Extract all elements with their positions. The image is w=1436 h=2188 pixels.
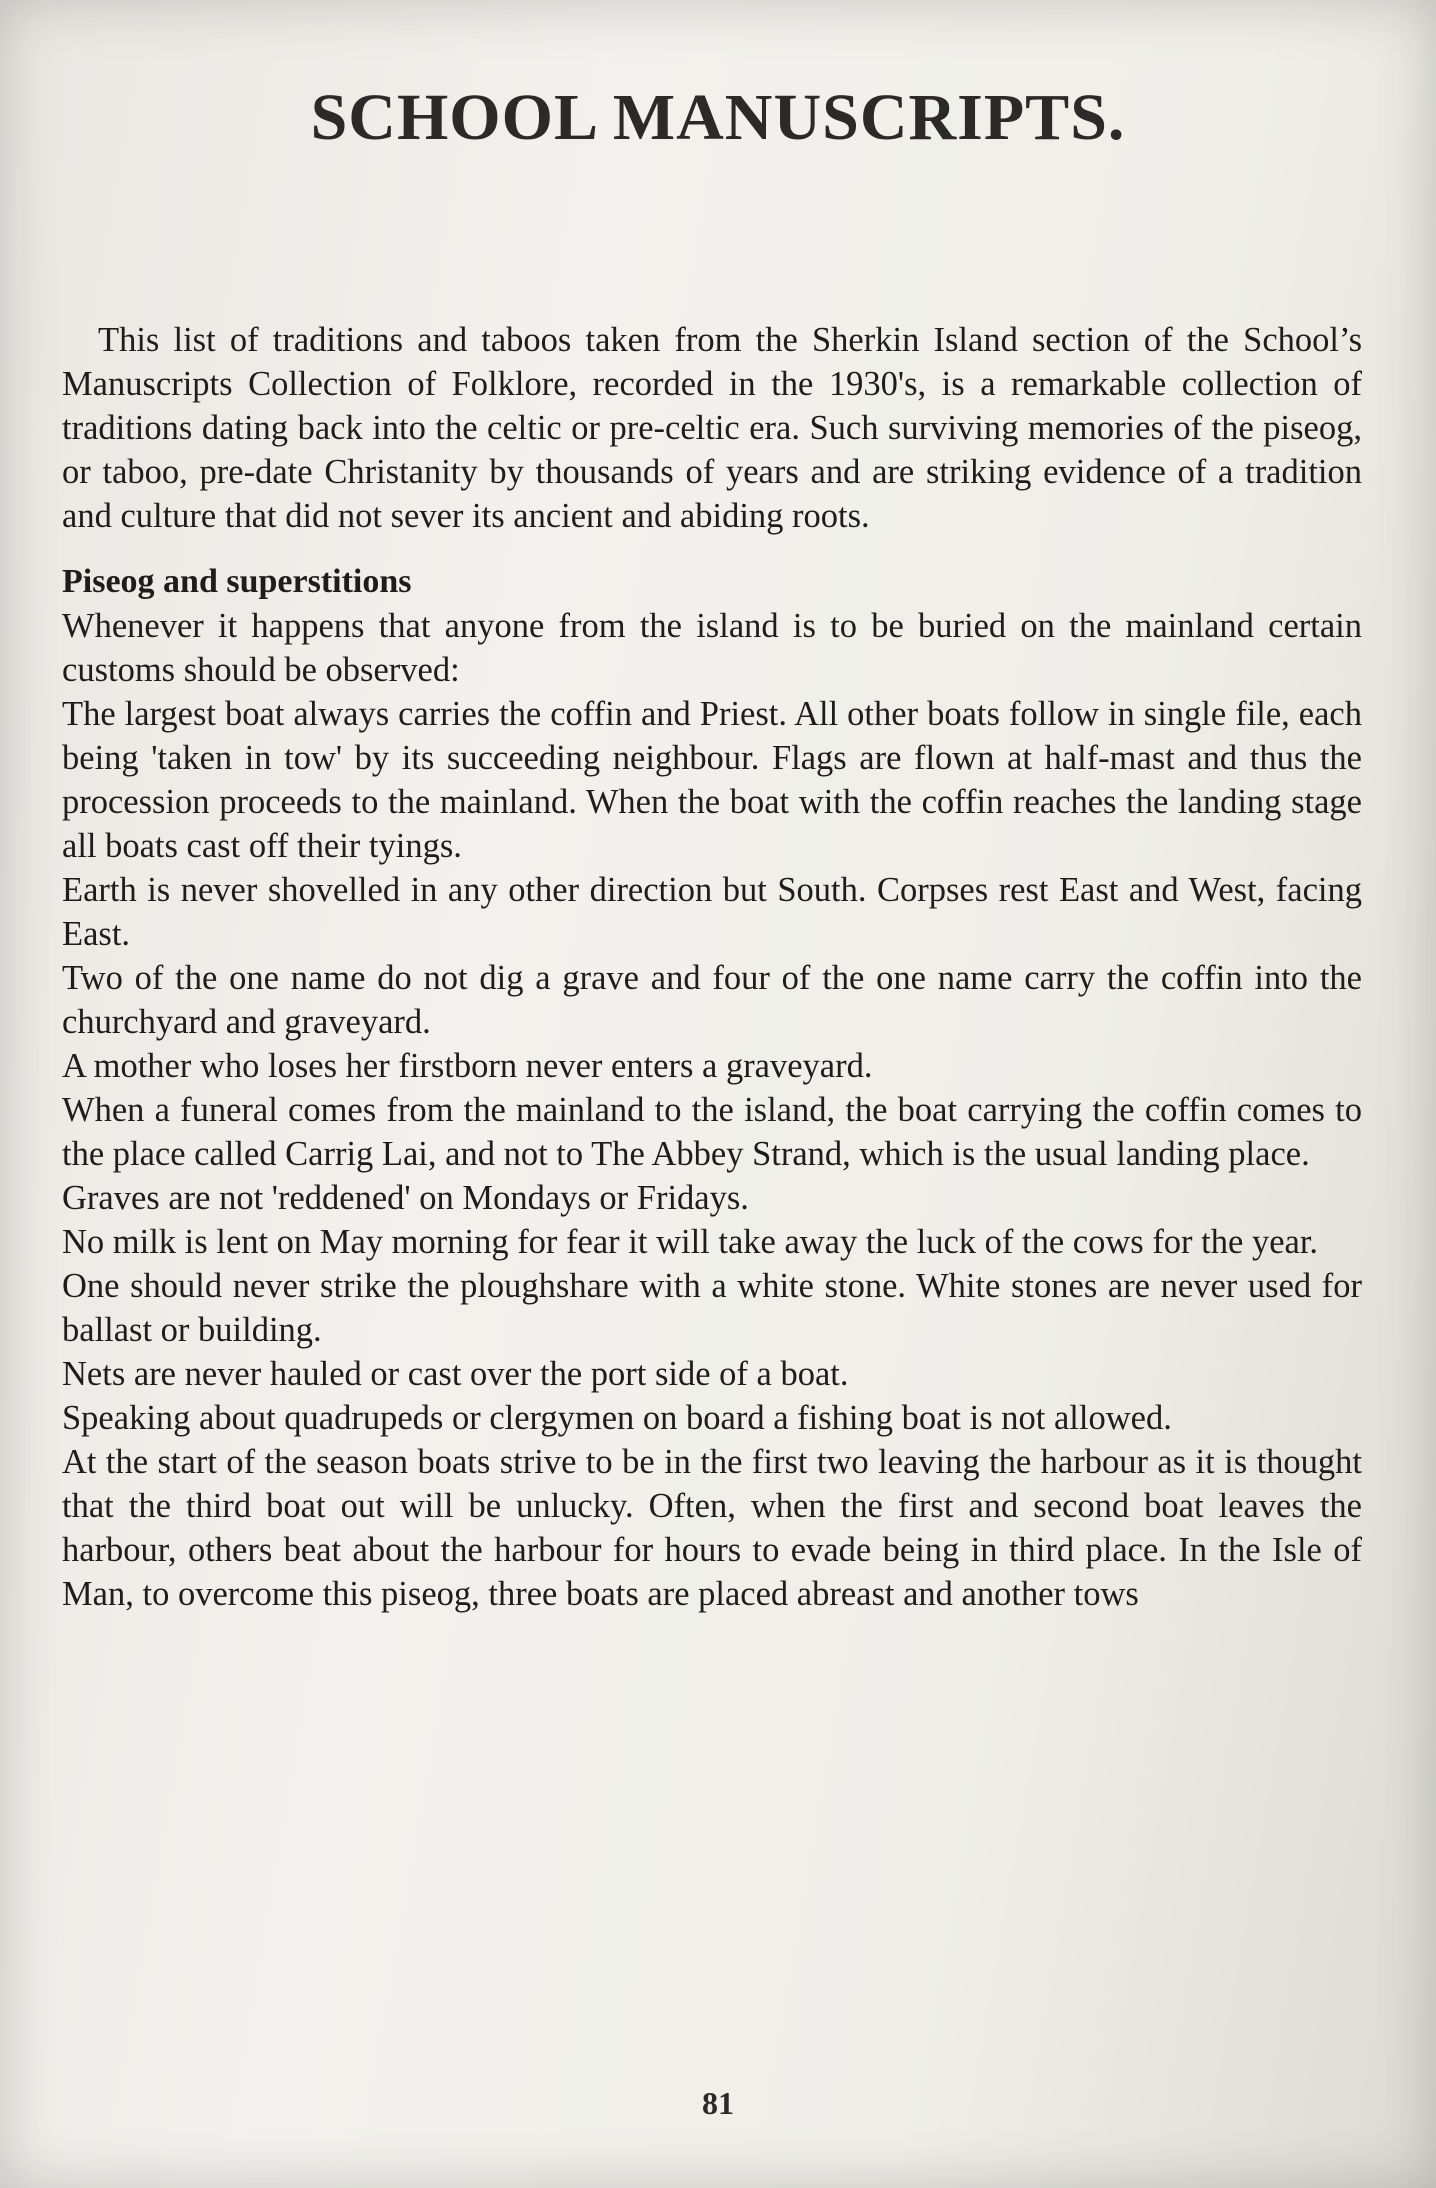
paragraph: Nets are never hauled or cast over the port side of a boat.: [62, 1355, 849, 1393]
paragraph: The largest boat always carries the coffin and Priest. All other boats follow in single file, each being 'taken in tow' by its succeeding neighbour. Flags are flown at half-mast and thus the procession proceeds to the mainland. When the boat with the coffin reaches the landing stage all boats cast off their tyings.: [62, 695, 1362, 865]
paragraph: Earth is never shovelled in any other direction but South. Corpses rest East and West, facing East.: [62, 871, 1362, 953]
page-number: 81: [702, 2085, 734, 2121]
paragraph: One should never strike the ploughshare with a white stone. White stones are never used for ballast or building.: [62, 1267, 1362, 1349]
section-heading: Piseog and superstitions: [62, 563, 412, 600]
page-body: [62, 318, 1362, 1616]
paragraph: Speaking about quadrupeds or clergymen on board a fishing boat is not allowed.: [62, 1399, 1172, 1437]
paragraph: When a funeral comes from the mainland to the island, the boat carrying the coffin comes to the place called Carrig Lai, and not to The Abbey Strand, which is the usual landing place.: [62, 1091, 1362, 1173]
paragraph: No milk is lent on May morning for fear it will take away the luck of the cows for the year.: [62, 1223, 1319, 1261]
paragraph: Two of the one name do not dig a grave and four of the one name carry the coffin into the churchyard and graveyard.: [62, 959, 1362, 1041]
page-title: SCHOOL MANUSCRIPTS.: [310, 81, 1126, 154]
paragraph: At the start of the season boats strive to be in the first two leaving the harbour as it is thought that the third boat out will be unlucky. Often, when the first and second boat leaves the harbour, others beat about the harbour for hours to evade being in third place. In the Isle of Man, to overcome this piseog, three boats are placed abreast and another tows: [62, 1443, 1362, 1613]
paragraph: Graves are not 'reddened' on Mondays or Fridays.: [62, 1179, 749, 1217]
intro-paragraph: This list of traditions and taboos taken from the Sherkin Island section of the School’s Manuscripts Collection of Folklore, recorded in the 1930's, is a remarkable collection of traditions dating back into the celtic or pre-celtic era. Such surviving memories of the piseog, or taboo, pre-date Christanity by thousands of years and are striking evidence of a tradition and culture that did not sever its ancient and abiding roots.: [62, 321, 1362, 535]
paragraph: Whenever it happens that anyone from the island is to be buried on the mainland certain customs should be observed:: [62, 607, 1362, 689]
paragraph: A mother who loses her firstborn never enters a graveyard.: [62, 1047, 873, 1085]
